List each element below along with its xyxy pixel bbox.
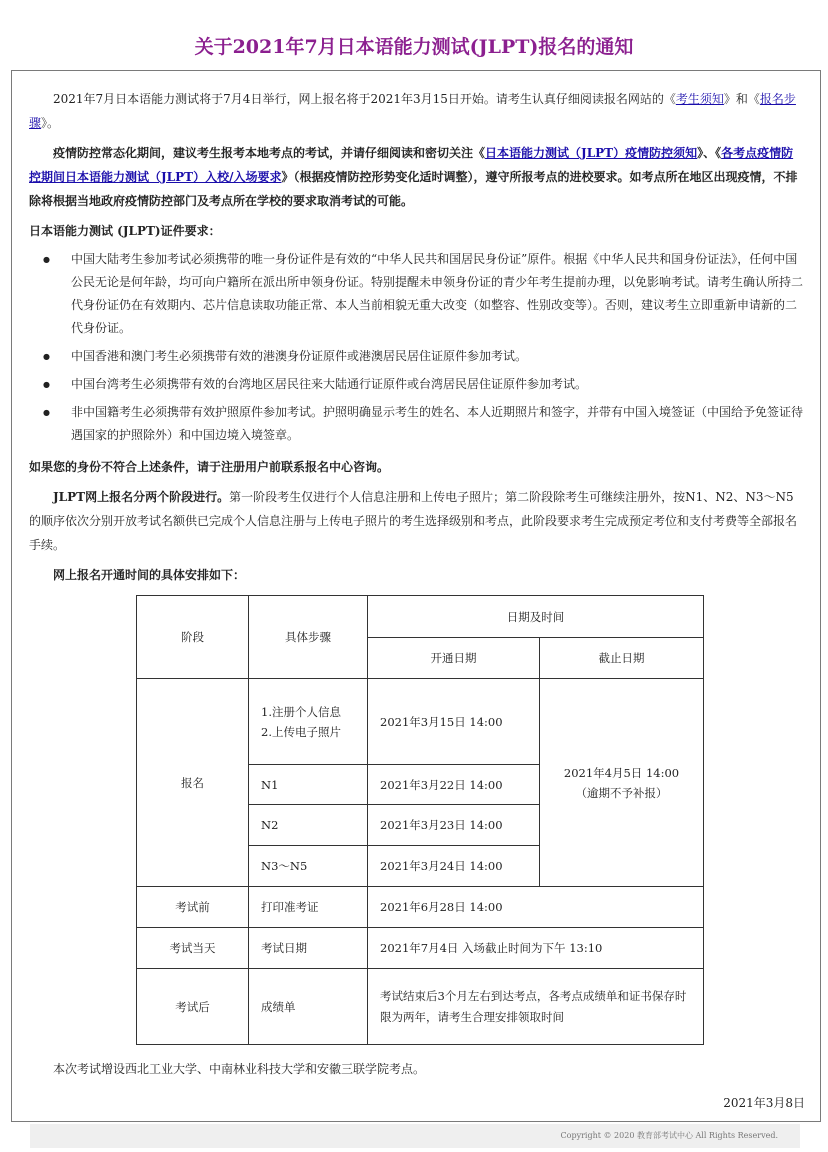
header-stage: 阶段 bbox=[137, 596, 249, 679]
list-item: ● 非中国籍考生必须携带有效护照原件参加考试。护照明确显示考生的姓名、本人近期照片和签字，并带有中国入境签证（中国给予免签证待遇国家的护照除外）和中国边境入境签章。 bbox=[29, 401, 805, 447]
step-n3-n5: N3～N5 bbox=[249, 846, 368, 887]
list-item: ● 中国香港和澳门考生必须携带有效的港澳身份证原件或港澳居民居住证原件参加考试。 bbox=[29, 345, 805, 368]
contact-note: 如果您的身份不符合上述条件，请于注册用户前联系报名中心咨询。 bbox=[29, 460, 390, 474]
open-date-cell: 2021年3月15日 14:00 bbox=[368, 679, 540, 765]
step-register-upload bbox=[249, 679, 368, 765]
step-exam-date: 考试日期 bbox=[249, 928, 368, 969]
copyright-footer: Copyright © 2020 教育部考试中心 All Rights Reserved. bbox=[30, 1124, 800, 1148]
schedule-heading: 网上报名开通时间的具体安排如下： bbox=[53, 568, 246, 582]
registration-steps-link[interactable]: 报名步骤 bbox=[29, 92, 796, 130]
header-close-date: 截止日期 bbox=[540, 638, 704, 679]
intro-paragraph bbox=[29, 87, 805, 135]
covid-paragraph bbox=[29, 141, 805, 213]
date-cell: 2021年7月4日 入场截止时间为下午 13:10 bbox=[368, 928, 704, 969]
page-title: 关于2021年7月日本语能力测试(JLPT)报名的通知 bbox=[194, 36, 634, 58]
id-requirements-heading: 日本语能力测试 (JLPT)证件要求： bbox=[29, 224, 221, 238]
notice-date: 2021年3月8日 bbox=[723, 1096, 805, 1110]
step-score-report: 成绩单 bbox=[249, 969, 368, 1045]
header-steps: 具体步骤 bbox=[249, 596, 368, 679]
table-row bbox=[137, 969, 704, 1045]
intro-text: 》和《 bbox=[723, 92, 760, 106]
covid-notice-link[interactable]: 日本语能力测试（JLPT）疫情防控须知 bbox=[485, 146, 698, 160]
covid-text: 疫情防控常态化期间，建议考生报考本地考点的考试，并请仔细阅读和密切关注《 bbox=[53, 146, 486, 160]
date-cell: 2021年6月28日 14:00 bbox=[368, 887, 704, 928]
covid-text: 》、《 bbox=[697, 146, 722, 160]
step-n2: N2 bbox=[249, 805, 368, 846]
id-requirements-list bbox=[29, 248, 805, 447]
step-line: 2.上传电子照片 bbox=[261, 724, 341, 739]
intro-text: 》。 bbox=[41, 116, 60, 130]
notice-content bbox=[29, 87, 805, 1115]
list-item: ● 中国台湾考生必须携带有效的台湾地区居民往来大陆通行证原件或台湾居民居住证原件参加考试。 bbox=[29, 373, 805, 396]
step-print-admission: 打印准考证 bbox=[249, 887, 368, 928]
table-row bbox=[137, 596, 704, 638]
table-row bbox=[137, 928, 704, 969]
stage-exam-day: 考试当天 bbox=[137, 928, 249, 969]
close-date-note: （逾期不予补报） bbox=[575, 785, 668, 800]
step-line: 1.注册个人信息 bbox=[261, 704, 341, 719]
stage-before-exam: 考试前 bbox=[137, 887, 249, 928]
table-row bbox=[137, 679, 704, 765]
table-row bbox=[137, 887, 704, 928]
stages-paragraph bbox=[29, 485, 805, 557]
open-date-cell: 2021年3月24日 14:00 bbox=[368, 846, 540, 887]
exam-notice-link[interactable]: 考生须知 bbox=[675, 92, 724, 106]
covid-text: 》（根据疫情防控形势变化适时调整），遵守所报考点的进校要求。如考点所在地区出现疫情，不排除将根据当地政府疫情防控部门及考点所在学校的要求取消考试的可能。 bbox=[29, 170, 798, 208]
stage-after-exam: 考试后 bbox=[137, 969, 249, 1045]
notice-frame bbox=[11, 70, 821, 1122]
date-cell: 考试结束后3个月左右到达考点，各考点成绩单和证书保存时限为两年，请考生合理安排领取时间 bbox=[368, 969, 704, 1045]
close-date-cell bbox=[540, 679, 704, 887]
entry-requirements-link[interactable]: 各考点疫情防控期间日本语能力测试（JLPT）入校/入场要求 bbox=[29, 146, 794, 184]
stages-lead: JLPT网上报名分两个阶段进行。 bbox=[53, 490, 230, 504]
open-date-cell: 2021年3月23日 14:00 bbox=[368, 805, 540, 846]
intro-text: 2021年7月日本语能力测试将于7月4日举行，网上报名将于2021年3月15日开始。请考生认真仔细阅读报名网站的《 bbox=[53, 92, 676, 106]
step-n1: N1 bbox=[249, 765, 368, 805]
open-date-cell: 2021年3月22日 14:00 bbox=[368, 765, 540, 805]
schedule-table bbox=[136, 595, 704, 1045]
stage-registration: 报名 bbox=[137, 679, 249, 887]
header-open-date: 开通日期 bbox=[368, 638, 540, 679]
new-sites-note: 本次考试增设西北工业大学、中南林业科技大学和安徽三联学院考点。 bbox=[53, 1062, 426, 1076]
header-datetime: 日期及时间 bbox=[368, 596, 704, 638]
stages-text: 第一阶段考生仅进行个人信息注册和上传电子照片；第二阶段除考生可继续注册外，按N1、N2、N3～N5的顺序依次分别开放考试名额供已完成个人信息注册与上传电子照片的考生选择级别和考点，此阶段要求考生完成预定考位和支付考费等全部报名手续。 bbox=[29, 490, 798, 552]
list-item: ● 中国大陆考生参加考试必须携带的唯一身份证件是有效的“中华人民共和国居民身份证”原件。根据《中华人民共和国身份证法》，任何中国公民无论是何年龄，均可向户籍所在派出所申领身份证。特别提醒未申领身份证的青少年考生提前办理，以免影响考试。请考生确认所持二代身份证仍在有效期内、芯片信息读取功能正常、本人当前相貌无重大改变（如整容、性别改变等）。否则，建议考生立即重新申请新的二代身份证。 bbox=[29, 248, 805, 340]
close-date-line: 2021年4月5日 14:00 bbox=[563, 765, 680, 780]
